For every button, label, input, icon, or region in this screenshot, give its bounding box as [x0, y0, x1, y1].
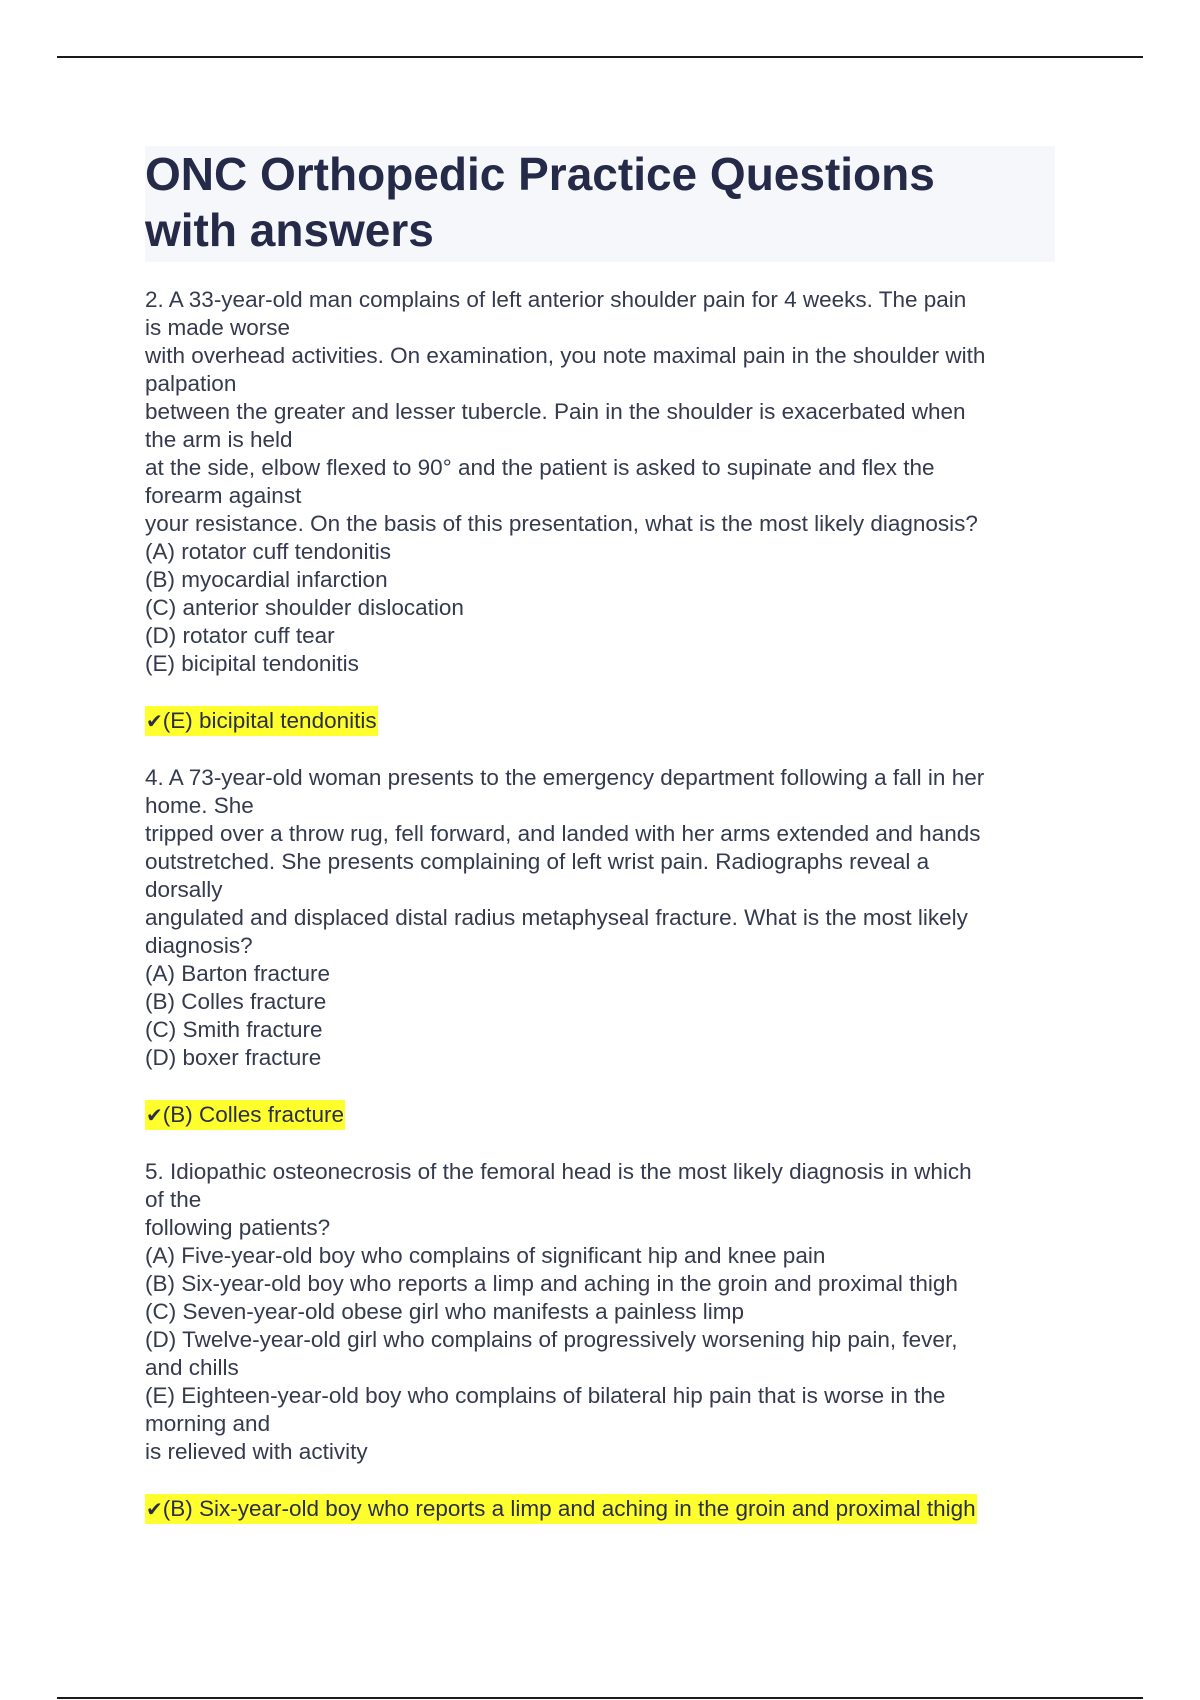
question-4 — [145, 764, 1055, 1072]
answer-text: (E) bicipital tendonitis — [162, 708, 377, 733]
bottom-rule — [57, 1697, 1143, 1699]
question-text-line: is made worse — [145, 315, 291, 340]
question-text-line: following patients? — [145, 1215, 331, 1240]
question-text-line: with overhead activities. On examination, you note maximal pain in the shoulder with — [145, 343, 986, 368]
check-mark-icon: ✔ — [146, 1103, 163, 1127]
document-title — [145, 146, 1055, 258]
question-5 — [145, 1158, 1055, 1466]
option-d-continued: and chills — [145, 1355, 239, 1380]
highlighted-answer — [145, 1100, 345, 1130]
question-text-line: dorsally — [145, 877, 223, 902]
option-d: (D) rotator cuff tear — [145, 623, 335, 648]
question-2 — [145, 286, 1055, 678]
option-a: (A) Five-year-old boy who complains of significant hip and knee pain — [145, 1243, 826, 1268]
question-text-line: 5. Idiopathic osteonecrosis of the femoral head is the most likely diagnosis in which — [145, 1159, 972, 1184]
option-a: (A) rotator cuff tendonitis — [145, 539, 391, 564]
option-e: (E) Eighteen-year-old boy who complains of bilateral hip pain that is worse in the — [145, 1383, 946, 1408]
option-d: (D) Twelve-year-old girl who complains of progressively worsening hip pain, fever, — [145, 1327, 958, 1352]
answer-text: (B) Colles fracture — [162, 1102, 345, 1127]
question-text-line: at the side, elbow flexed to 90° and the patient is asked to supinate and flex the — [145, 455, 935, 480]
question-text-line: forearm against — [145, 483, 302, 508]
answer-row — [145, 1494, 1055, 1552]
question-text-line: your resistance. On the basis of this presentation, what is the most likely diagnosis? — [145, 511, 978, 536]
option-e: (E) bicipital tendonitis — [145, 651, 359, 676]
question-text-line: palpation — [145, 371, 237, 396]
title-line-1: ONC Orthopedic Practice Questions — [145, 148, 935, 200]
question-text-line: the arm is held — [145, 427, 293, 452]
question-text-line: between the greater and lesser tubercle. Pain in the shoulder is exacerbated when — [145, 399, 966, 424]
option-c: (C) anterior shoulder dislocation — [145, 595, 464, 620]
option-b: (B) Six-year-old boy who reports a limp and aching in the groin and proximal thigh — [145, 1271, 958, 1296]
highlighted-answer — [145, 706, 378, 736]
answer-text: (B) Six-year-old boy who reports a limp and aching in the groin and proximal thigh — [162, 1496, 976, 1521]
answer-row — [145, 706, 1055, 764]
check-mark-icon: ✔ — [146, 1497, 163, 1521]
question-text-line: of the — [145, 1187, 202, 1212]
option-c: (C) Seven-year-old obese girl who manifests a painless limp — [145, 1299, 745, 1324]
option-c: (C) Smith fracture — [145, 1017, 323, 1042]
option-e-continued: morning and — [145, 1411, 271, 1436]
question-text-line: 4. A 73-year-old woman presents to the emergency department following a fall in her — [145, 765, 985, 790]
option-d: (D) boxer fracture — [145, 1045, 322, 1070]
question-text-line: 2. A 33-year-old man complains of left anterior shoulder pain for 4 weeks. The pain — [145, 287, 967, 312]
highlighted-answer — [145, 1494, 977, 1524]
document-body — [145, 146, 1055, 1552]
option-b: (B) myocardial infarction — [145, 567, 388, 592]
option-e-continued: is relieved with activity — [145, 1439, 368, 1464]
question-text-line: angulated and displaced distal radius metaphyseal fracture. What is the most likely — [145, 905, 968, 930]
question-text-line: diagnosis? — [145, 933, 253, 958]
question-text-line: outstretched. She presents complaining of left wrist pain. Radiographs reveal a — [145, 849, 930, 874]
question-text-line: tripped over a throw rug, fell forward, and landed with her arms extended and hands — [145, 821, 981, 846]
title-block — [145, 146, 1055, 262]
question-text-line: home. She — [145, 793, 254, 818]
option-b: (B) Colles fracture — [145, 989, 327, 1014]
check-mark-icon: ✔ — [146, 709, 163, 733]
answer-row — [145, 1100, 1055, 1158]
option-a: (A) Barton fracture — [145, 961, 331, 986]
title-line-2: with answers — [145, 204, 434, 256]
top-rule — [57, 56, 1143, 58]
